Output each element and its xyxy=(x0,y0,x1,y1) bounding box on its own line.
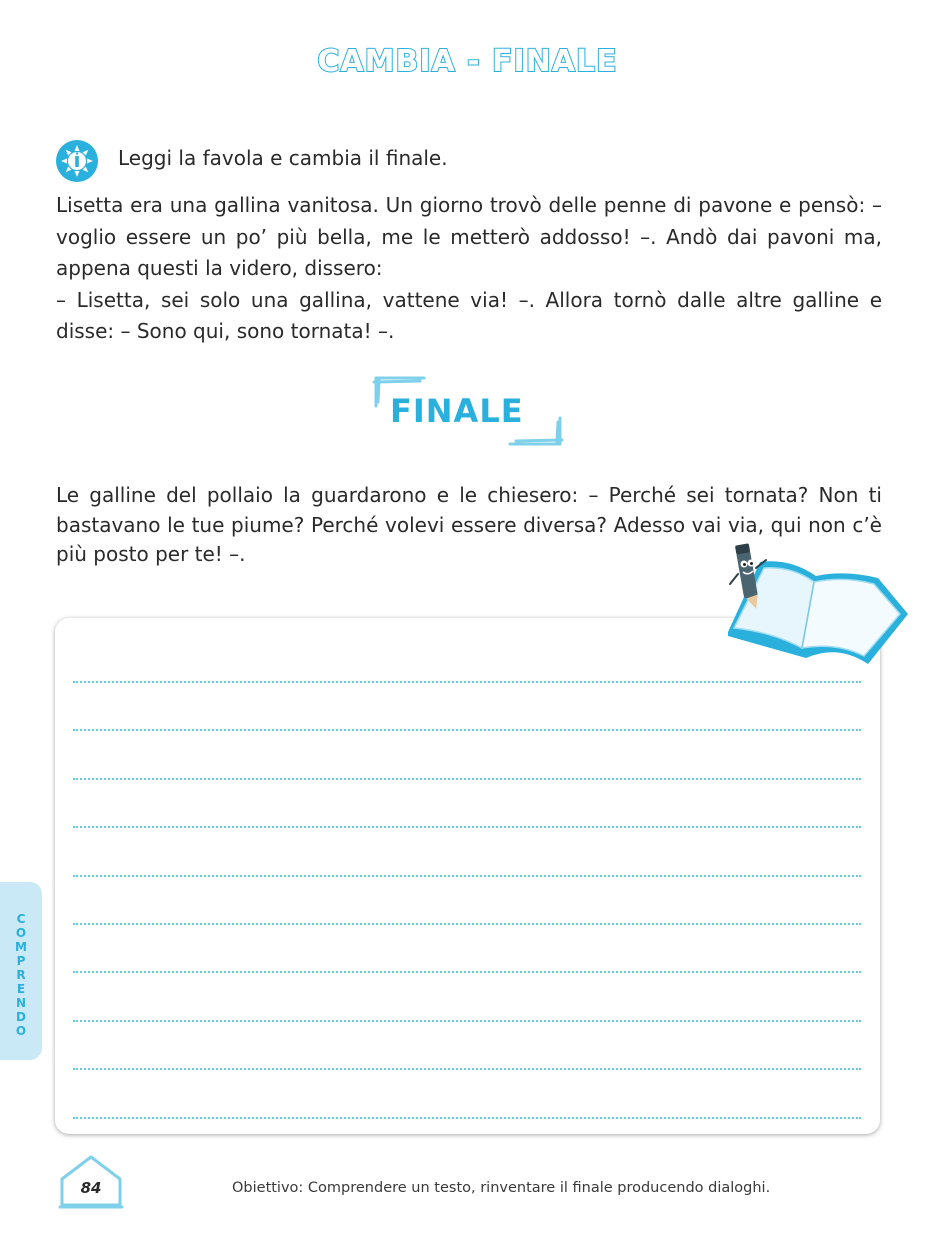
story-paragraph: – Lisetta, sei solo una gallina, vattene via! –. Allora tornò dalle altre galline e disse: – Sono qui, sono tornata! –. xyxy=(56,287,882,343)
story-paragraph: Lisetta era una gallina vanitosa. Un giorno trovò delle penne di pavone e pensò: – voglio essere un po’ più bella, me le metterò addosso! –. Andò dai pavoni ma, appena questi la videro, dissero: xyxy=(56,193,882,280)
finale-text: Le galline del pollaio la guardarono e le chiesero: – Perché sei tornata? Non ti bastavano le tue piume? Perché volevi essere diversa? Adesso vai via, qui non c’è più posto per te! –. xyxy=(56,483,882,566)
writing-line[interactable] xyxy=(73,778,861,780)
writing-line[interactable] xyxy=(73,681,861,683)
objective-text: Obiettivo: Comprendere un testo, rinventare il finale producendo dialoghi. xyxy=(232,1180,771,1196)
side-tab-label xyxy=(0,912,42,1038)
writing-line[interactable] xyxy=(73,1117,861,1119)
info-sun-icon xyxy=(54,138,100,184)
side-tab-text: COMPRENDO xyxy=(15,912,27,1038)
writing-line[interactable] xyxy=(73,923,861,925)
writing-line[interactable] xyxy=(73,1020,861,1022)
finale-label: FINALE xyxy=(390,392,524,430)
story-text xyxy=(56,190,882,348)
page-title: CAMBIA - FINALE xyxy=(317,44,618,79)
writing-line[interactable] xyxy=(73,971,861,973)
writing-line[interactable] xyxy=(73,1068,861,1070)
writing-line[interactable] xyxy=(73,875,861,877)
instruction-text: Leggi la favola e cambia il finale. xyxy=(118,146,448,170)
page-number: 84 xyxy=(80,1179,102,1197)
writing-line[interactable] xyxy=(73,729,861,731)
writing-line[interactable] xyxy=(73,826,861,828)
open-book-pencil-icon xyxy=(720,540,912,672)
writing-area[interactable] xyxy=(55,618,880,1134)
